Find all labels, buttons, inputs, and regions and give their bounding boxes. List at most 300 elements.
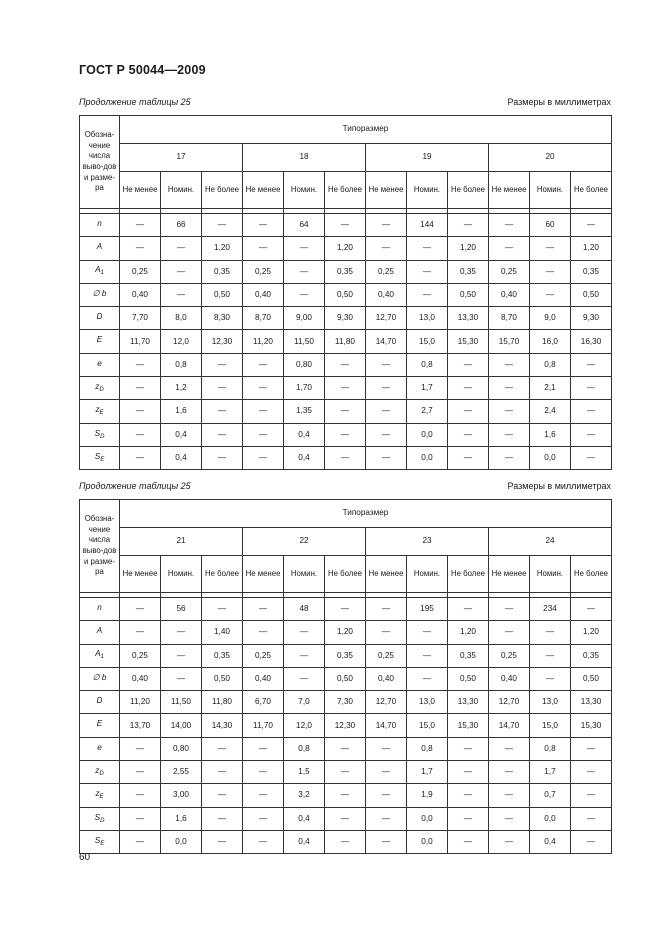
table-cell: 1,7 [530,761,571,784]
table-cell: 14,70 [489,714,530,737]
table-cell: — [120,214,161,237]
table-row [80,377,612,400]
table-row [80,330,612,353]
parameter-symbol [80,214,120,237]
dimensions-table-1 [79,115,612,470]
table-cell: — [243,761,284,784]
parameter-symbol [80,598,120,621]
table-cell: 0,0 [407,423,448,446]
table-cell: 11,20 [120,691,161,714]
symbol-text: S [94,812,101,822]
table-cell: — [571,423,612,446]
table-cell: 12,70 [366,307,407,330]
table-row [80,237,612,260]
symbol-text: z [95,789,100,799]
table-cell: 0,35 [325,260,366,283]
group-header: Типоразмер [120,500,612,528]
table-cell: — [448,737,489,760]
parameter-symbol [80,307,120,330]
table-cell: 0,0 [407,446,448,469]
table-cell: 2,7 [407,400,448,423]
table-cell: 1,20 [571,237,612,260]
column-label: Номин. [284,556,325,593]
table-cell: — [243,598,284,621]
table-cell: 15,30 [448,330,489,353]
table-cell: 15,0 [407,330,448,353]
column-label: Не менее [489,556,530,593]
table-cell: 9,0 [530,307,571,330]
size-header: 18 [243,144,366,172]
table-cell: — [407,237,448,260]
table-cell: 0,7 [530,784,571,807]
table-cell: 1,20 [448,237,489,260]
table-cell: — [120,353,161,376]
table-cell: — [243,353,284,376]
symbol-subscript: 1 [100,270,104,277]
table-cell: 9,30 [571,307,612,330]
table-cell: — [448,830,489,853]
table-cell: — [571,761,612,784]
table-cell: — [571,353,612,376]
document-header: ГОСТ Р 50044—2009 [79,63,206,77]
symbol-text: e [97,358,102,368]
table-cell: 0,8 [407,353,448,376]
symbol-text: z [95,765,100,775]
table-cell: — [366,446,407,469]
table-cell: 1,2 [161,377,202,400]
column-label: Не более [202,172,243,209]
table-cell: — [489,237,530,260]
symbol-text: A [95,265,101,275]
table-cell: — [202,737,243,760]
table-cell: 1,20 [202,237,243,260]
table-cell: 13,30 [571,691,612,714]
table-cell: 0,0 [530,446,571,469]
table-cell: 0,35 [448,644,489,667]
table-cell: 11,80 [202,691,243,714]
table-cell: 64 [284,214,325,237]
table-cell: — [202,784,243,807]
table-cell: — [243,377,284,400]
table-cell: 0,35 [571,260,612,283]
table-cell: 11,70 [120,330,161,353]
column-label: Не более [325,556,366,593]
table-cell: 1,9 [407,784,448,807]
parameter-symbol [80,237,120,260]
table-cell: 1,6 [161,400,202,423]
table-cell: 13,0 [530,691,571,714]
symbol-text: n [97,602,102,612]
table-cell: — [530,283,571,306]
table-cell: 0,4 [284,423,325,446]
table-cell: — [202,400,243,423]
table-cell: — [161,621,202,644]
symbol-text: D [96,696,103,706]
table-cell: — [448,214,489,237]
table-cell: 0,50 [448,283,489,306]
size-header: 23 [366,528,489,556]
table-cell: 0,25 [120,260,161,283]
group-header: Типоразмер [120,116,612,144]
symbol-text: E [96,719,103,729]
table-cell: — [571,737,612,760]
table-cell: 0,80 [161,737,202,760]
column-label: Не менее [120,172,161,209]
parameter-symbol [80,400,120,423]
table-cell: — [243,237,284,260]
column-label: Не менее [243,172,284,209]
table-cell: — [202,377,243,400]
parameter-symbol [80,714,120,737]
table-cell: — [325,807,366,830]
table-cell: 12,30 [202,330,243,353]
column-label: Не более [571,556,612,593]
table-cell: — [489,761,530,784]
table-cell: — [202,214,243,237]
table-cell: — [571,377,612,400]
column-label: Номин. [161,172,202,209]
parameter-symbol [80,691,120,714]
table-cell: — [325,784,366,807]
table-cell: — [448,761,489,784]
column-label: Номин. [407,556,448,593]
table-cell: 7,0 [284,691,325,714]
table-cell: 11,20 [243,330,284,353]
table-cell: — [407,667,448,690]
table-cell: — [120,621,161,644]
table-cell: — [366,423,407,446]
table-cell: 0,40 [120,667,161,690]
table-cell: 11,70 [243,714,284,737]
table-cell: — [571,446,612,469]
table-cell: — [489,400,530,423]
table-cell: 0,40 [489,283,530,306]
table-cell: 1,40 [202,621,243,644]
table-row [80,830,612,853]
symbol-text: S [94,451,101,461]
symbol-subscript: E [99,410,104,417]
table-row [80,214,612,237]
table-cell: 0,35 [202,644,243,667]
table-cell: — [366,400,407,423]
dimensions-table-2 [79,499,612,854]
table-row [80,283,612,306]
table-cell: — [284,283,325,306]
table-cell: — [325,377,366,400]
table-cell: 56 [161,598,202,621]
table-cell: — [161,237,202,260]
table-cell: 0,40 [243,283,284,306]
table-cell: 0,25 [243,644,284,667]
column-label: Не менее [366,172,407,209]
table-cell: 2,1 [530,377,571,400]
table-cell: 13,70 [120,714,161,737]
table-cell: — [366,598,407,621]
symbol-text: A [96,626,103,636]
table-cell: 0,8 [530,737,571,760]
column-label: Номин. [284,172,325,209]
table-cell: 0,4 [161,423,202,446]
table-cell: 1,7 [407,761,448,784]
table-cell: 15,30 [448,714,489,737]
column-label: Не менее [366,556,407,593]
symbol-subscript: D [99,770,104,777]
table-cell: — [489,830,530,853]
table-cell: 0,25 [489,260,530,283]
table-cell: — [243,423,284,446]
table-cell: 0,40 [243,667,284,690]
symbol-text: S [94,835,101,845]
table-cell: — [407,644,448,667]
table-cell: 60 [530,214,571,237]
table-cell: 48 [284,598,325,621]
table-cell: — [571,830,612,853]
table-cell: — [489,423,530,446]
table-caption-1 [79,95,611,109]
column-label: Номин. [407,172,448,209]
table-cell: 8,0 [161,307,202,330]
table-cell: 1,20 [448,621,489,644]
symbol-subscript: D [99,386,104,393]
table-cell: 0,50 [571,667,612,690]
table-cell: — [284,237,325,260]
table-cell: — [530,237,571,260]
table-cell: — [284,621,325,644]
parameter-symbol [80,330,120,353]
table-row [80,307,612,330]
parameter-symbol [80,761,120,784]
table-caption-2 [79,479,611,493]
table-row [80,667,612,690]
table-cell: — [202,807,243,830]
table-row [80,260,612,283]
table-row [80,784,612,807]
table-cell: 12,30 [325,714,366,737]
table-cell: — [120,377,161,400]
table-cell: — [366,761,407,784]
table-cell: — [448,807,489,830]
table-cell: 0,0 [407,807,448,830]
table-cell: 0,25 [366,644,407,667]
table-cell: — [120,784,161,807]
header-row [80,500,612,528]
parameter-symbol [80,423,120,446]
table-cell: 1,20 [325,621,366,644]
symbol-text: A [95,649,101,659]
symbol-subscript: 1 [100,654,104,661]
size-header-row [80,528,612,556]
table-cell: — [489,446,530,469]
table-cell: — [325,761,366,784]
table-cell: — [489,737,530,760]
table-cell: 0,4 [161,446,202,469]
table-cell: 0,4 [530,830,571,853]
table-cell: — [120,598,161,621]
table-cell: 1,6 [161,807,202,830]
parameter-symbol [80,377,120,400]
parameter-symbol [80,644,120,667]
column-label: Не менее [489,172,530,209]
table-row [80,621,612,644]
column-label: Номин. [530,556,571,593]
table-cell: 16,30 [571,330,612,353]
parameter-symbol [80,621,120,644]
table-cell: — [448,423,489,446]
column-label-row [80,556,612,593]
table-cell: — [243,807,284,830]
column-label: Номин. [530,172,571,209]
table-cell: — [489,807,530,830]
column-label: Номин. [161,556,202,593]
symbol-text: D [96,312,103,322]
table-cell: — [489,784,530,807]
table-cell: — [571,784,612,807]
parameter-symbol [80,446,120,469]
table-cell: 0,35 [202,260,243,283]
table-cell: — [202,598,243,621]
table-cell: 0,80 [284,353,325,376]
table-cell: — [366,830,407,853]
table-cell: — [284,644,325,667]
parameter-symbol [80,830,120,853]
table-cell: — [325,423,366,446]
table-cell: — [120,423,161,446]
table-cell: — [243,737,284,760]
table-cell: 0,8 [284,737,325,760]
table-row [80,644,612,667]
table-cell: 7,30 [325,691,366,714]
symbol-subscript: D [100,433,105,440]
table-cell: — [202,353,243,376]
table-cell: 1,35 [284,400,325,423]
table-cell: — [325,446,366,469]
table-cell: — [489,353,530,376]
table-cell: — [161,667,202,690]
table-cell: 0,8 [530,353,571,376]
symbol-text: E [96,335,103,345]
table-cell: — [366,784,407,807]
table-cell: — [366,737,407,760]
table-cell: 0,25 [489,644,530,667]
table-cell: 9,30 [325,307,366,330]
table-cell: 1,6 [530,423,571,446]
table-cell: 15,70 [489,330,530,353]
symbol-text: n [97,218,102,228]
table-cell: 0,25 [120,644,161,667]
table-cell: — [325,214,366,237]
table-cell: 0,0 [407,830,448,853]
table-cell: 2,4 [530,400,571,423]
table-cell: 0,40 [366,283,407,306]
table-cell: 3,00 [161,784,202,807]
table-cell: 234 [530,598,571,621]
table-cell: — [407,621,448,644]
table-cell: — [202,423,243,446]
table-cell: 66 [161,214,202,237]
table-cell: — [530,667,571,690]
table-cell: 0,40 [489,667,530,690]
table-cell: 1,20 [325,237,366,260]
column-label: Не более [202,556,243,593]
table-cell: 0,50 [448,667,489,690]
table-cell: 13,0 [407,691,448,714]
symbol-subscript: E [99,794,104,801]
symbol-subscript: E [100,456,105,463]
symbol-text: e [97,742,102,752]
table-cell: — [571,214,612,237]
table-cell: — [325,598,366,621]
table-row [80,446,612,469]
table-cell: 0,25 [243,260,284,283]
table-cell: 14,70 [366,714,407,737]
table-continuation-label: Продолжение таблицы 25 [79,481,191,491]
units-label: Размеры в миллиметрах [507,97,611,107]
symbol-text: A [96,242,103,252]
table-row [80,737,612,760]
table-cell: — [161,283,202,306]
table-cell: — [161,644,202,667]
table-cell: — [448,598,489,621]
table-cell: 12,70 [366,691,407,714]
table-cell: 0,40 [366,667,407,690]
table-cell: 12,0 [161,330,202,353]
size-header: 19 [366,144,489,172]
table-cell: — [448,784,489,807]
table-cell: 11,80 [325,330,366,353]
table-row [80,400,612,423]
table-cell: 12,0 [284,714,325,737]
size-header-row [80,144,612,172]
table-cell: 1,7 [407,377,448,400]
table-cell: — [489,214,530,237]
table-cell: — [284,667,325,690]
table-cell: 0,25 [366,260,407,283]
table-cell: — [243,784,284,807]
table-cell: 15,0 [407,714,448,737]
row-header-label: Обозна-чение числа выво-дов и разме-ра [80,500,120,593]
table-cell: 1,70 [284,377,325,400]
size-header: 20 [489,144,612,172]
table-cell: 14,70 [366,330,407,353]
parameter-symbol [80,737,120,760]
table-cell: 0,35 [325,644,366,667]
table-cell: — [243,400,284,423]
symbol-text: S [94,428,101,438]
table-row [80,807,612,830]
table-cell: 12,70 [489,691,530,714]
parameter-symbol [80,667,120,690]
table-row [80,353,612,376]
table-cell: 16,0 [530,330,571,353]
parameter-symbol [80,784,120,807]
header-row [80,116,612,144]
table-cell: — [530,621,571,644]
table-cell: — [202,761,243,784]
table-cell: 13,30 [448,307,489,330]
table-cell: — [120,807,161,830]
table-cell: 9,00 [284,307,325,330]
size-header: 21 [120,528,243,556]
table-cell: — [120,237,161,260]
table-cell: 1,5 [284,761,325,784]
table-cell: — [530,644,571,667]
table-cell: 13,30 [448,691,489,714]
symbol-text: ∅ b [92,288,107,298]
symbol-text: z [95,405,100,415]
table-cell: — [243,446,284,469]
table-cell: — [571,400,612,423]
table-row [80,761,612,784]
